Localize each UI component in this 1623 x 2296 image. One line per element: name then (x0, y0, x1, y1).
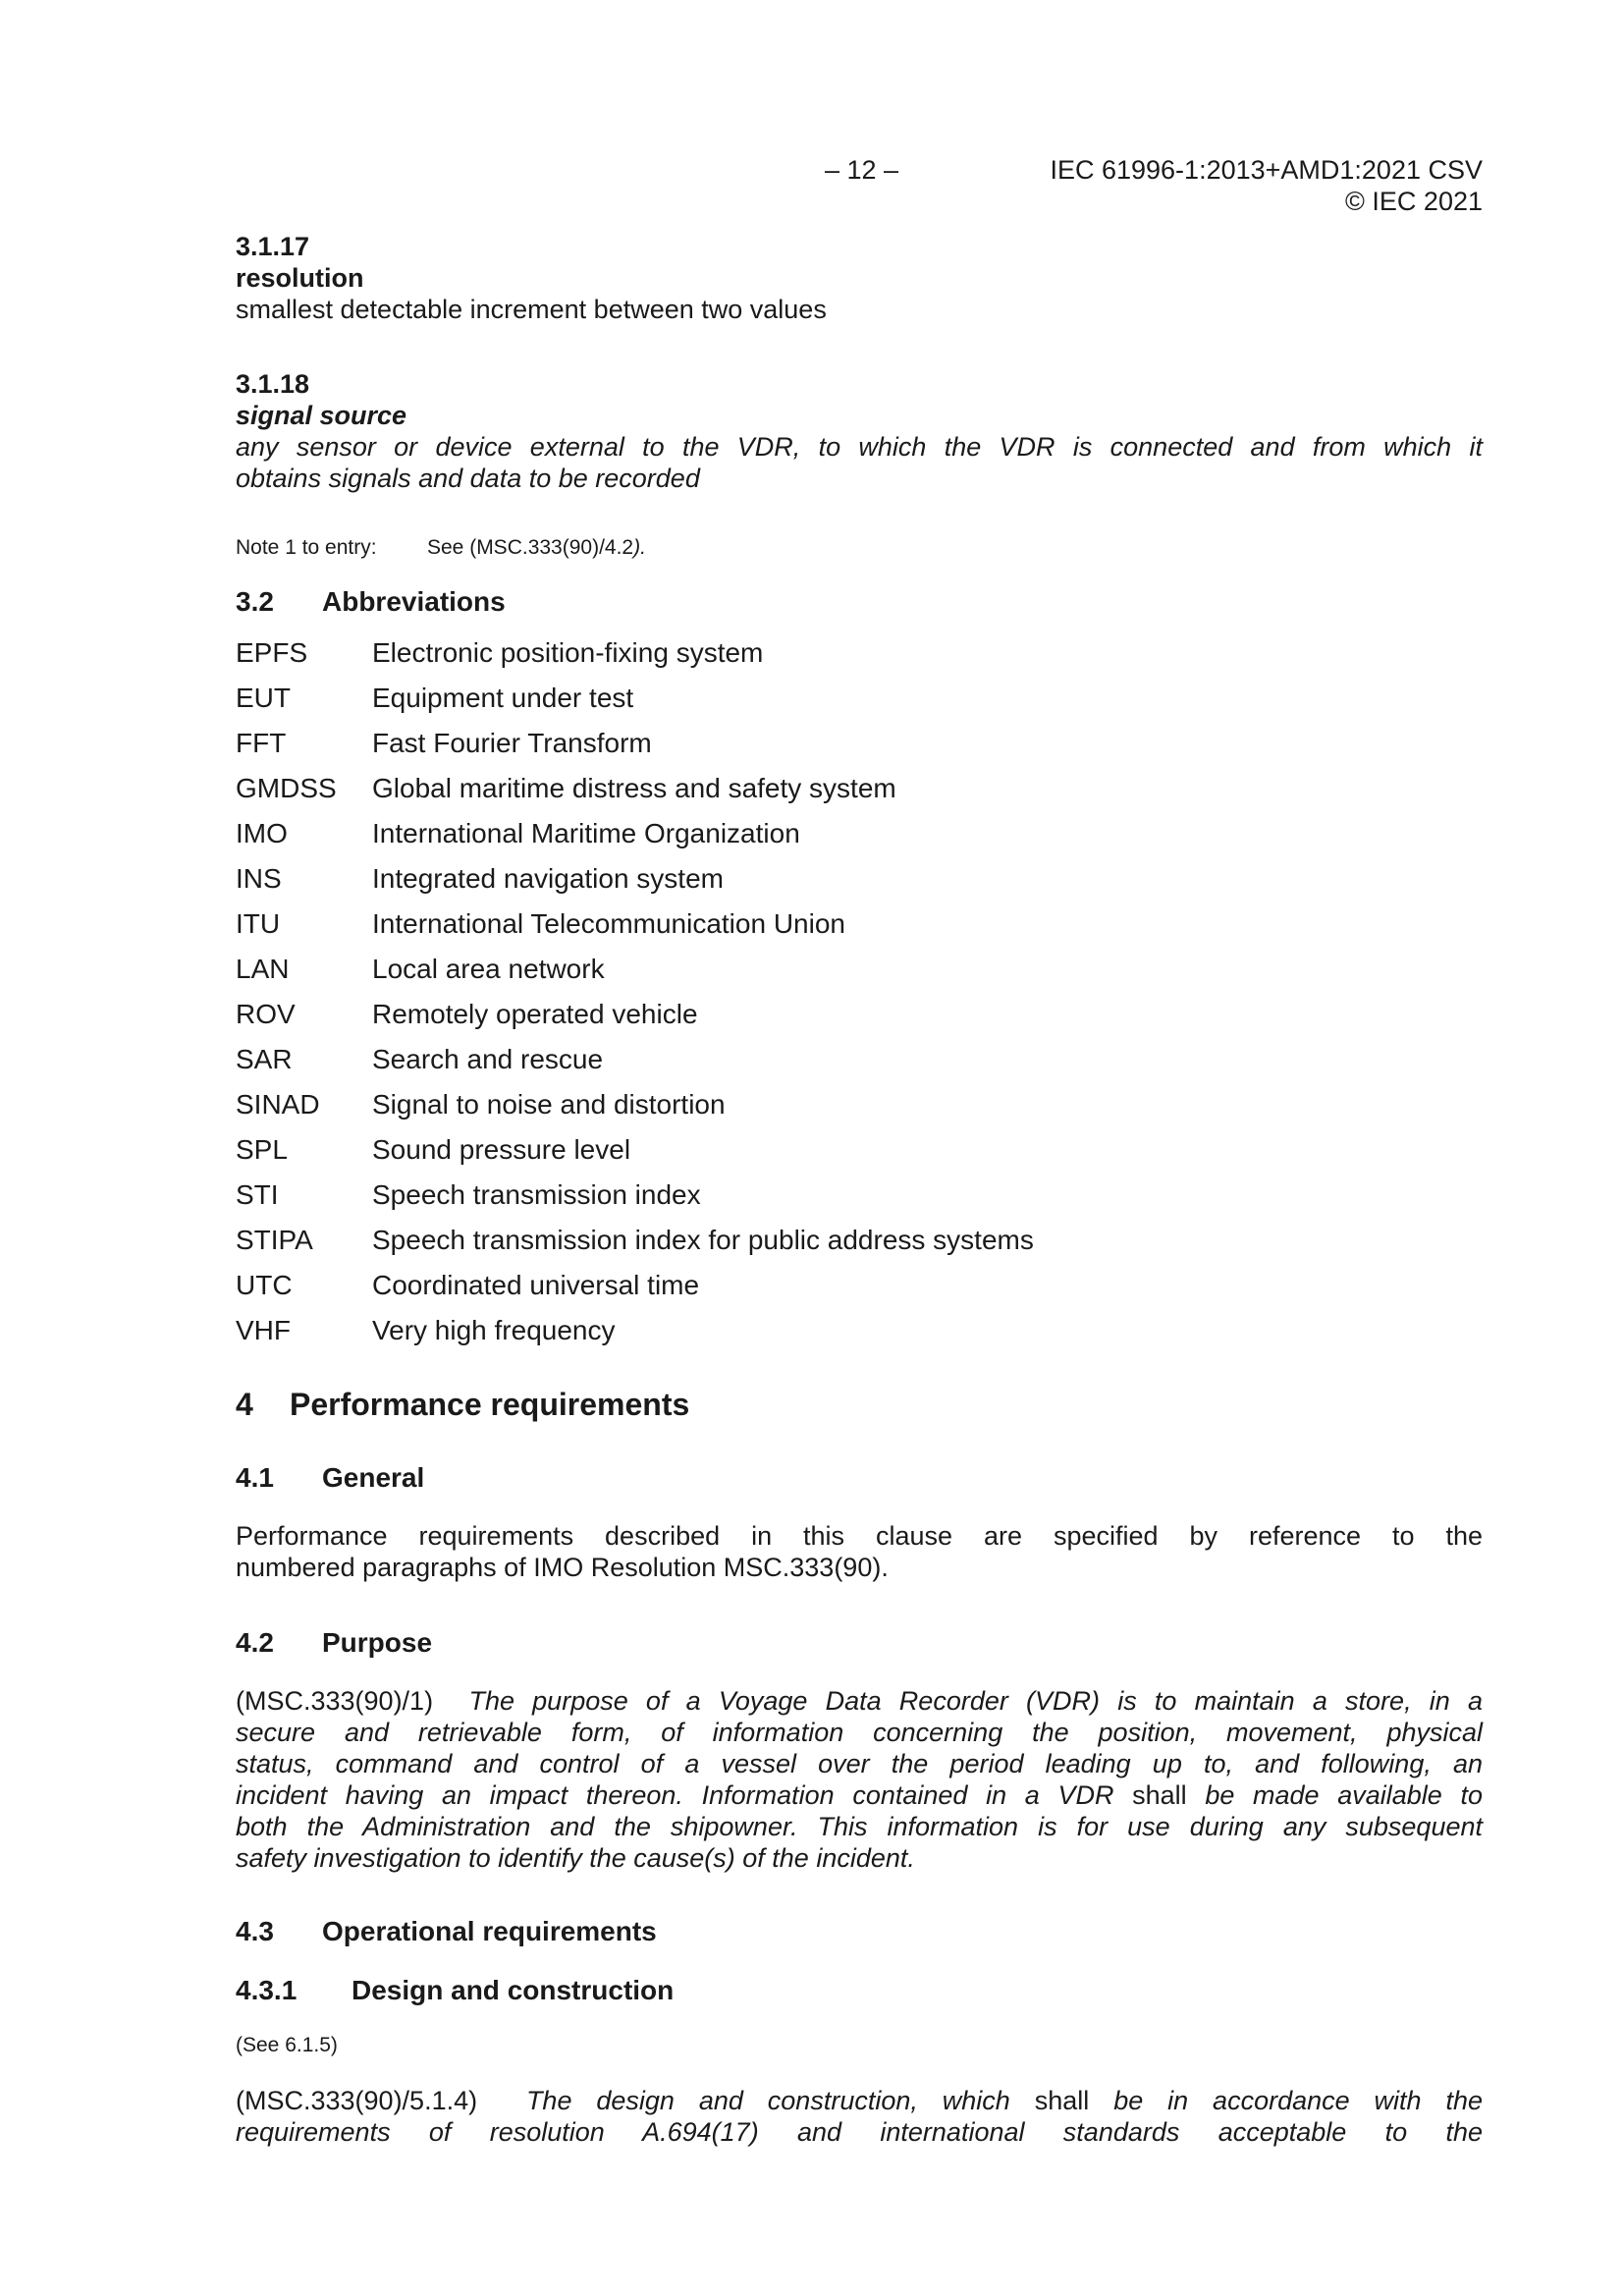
abbreviations-list (236, 630, 1483, 1353)
abbreviation-row (236, 1263, 1483, 1308)
abbreviation-meaning: Electronic position-fixing system (372, 637, 764, 668)
paragraph-text-upright: shall (1132, 1780, 1187, 1810)
paragraph-text-upright: shall (1034, 2086, 1090, 2115)
abbreviation-row (236, 630, 1483, 676)
abbreviation-meaning: Very high frequency (372, 1315, 616, 1345)
abbreviation-meaning: Coordinated universal time (372, 1270, 700, 1300)
note-label: Note 1 to entry: (236, 536, 377, 559)
section-4-1-paragraph (236, 1520, 1483, 1583)
paragraph-line (236, 2085, 1483, 2116)
abbreviation-row (236, 721, 1483, 766)
abbreviation-meaning: International Maritime Organization (372, 818, 800, 848)
definition-text-line: obtains signals and data to be recorded (236, 464, 700, 493)
abbreviation-code: EPFS (236, 637, 308, 668)
section-title: General (322, 1462, 425, 1493)
note-text-end: ). (633, 536, 646, 559)
abbreviation-meaning: Search and rescue (372, 1044, 604, 1074)
abbreviation-row (236, 902, 1483, 947)
copyright: © IEC 2021 (1345, 187, 1483, 216)
abbreviation-row (236, 676, 1483, 721)
section-heading-4-2 (236, 1627, 1483, 1659)
abbreviation-row (236, 766, 1483, 811)
abbreviation-meaning: Fast Fourier Transform (372, 728, 652, 758)
paragraph-text: be made available to (1205, 1780, 1483, 1810)
definition-text: smallest detectable increment between two values (236, 295, 827, 324)
abbreviation-meaning: International Telecommunication Union (372, 908, 845, 939)
reference: (MSC.333(90)/5.1.4) (236, 2086, 478, 2115)
abbreviation-row (236, 947, 1483, 992)
section-number: 4 (236, 1387, 253, 1422)
abbreviation-meaning: Speech transmission index for public address systems (372, 1225, 1034, 1255)
paragraph-line: Performance requirements described in this clause are specified by reference to the (236, 1521, 1483, 1551)
section-title: Design and construction (352, 1975, 675, 2005)
section-number: 4.3.1 (236, 1975, 298, 2005)
abbreviation-row (236, 856, 1483, 902)
definition-number: 3.1.18 (236, 369, 310, 399)
abbreviation-code: UTC (236, 1270, 293, 1300)
abbreviation-row (236, 1218, 1483, 1263)
abbreviation-meaning: Signal to noise and distortion (372, 1089, 726, 1120)
abbreviation-code: LAN (236, 954, 290, 984)
note-to-entry (236, 535, 1483, 561)
abbreviation-code: EUT (236, 683, 291, 713)
abbreviation-code: SAR (236, 1044, 293, 1074)
paragraph-line: numbered paragraphs of IMO Resolution MSC.333(90). (236, 1553, 889, 1582)
section-heading-3-2 (236, 586, 1483, 618)
abbreviation-meaning: Global maritime distress and safety system (372, 773, 896, 803)
abbreviation-meaning: Equipment under test (372, 683, 634, 713)
abbreviation-code: SINAD (236, 1089, 320, 1120)
section-number: 4.1 (236, 1462, 274, 1493)
section-4-2-paragraph (236, 1685, 1483, 1874)
abbreviation-code: ITU (236, 908, 281, 939)
section-heading-4-3-1 (236, 1975, 1483, 2006)
note-text: See (MSC.333(90)/4.2 (427, 536, 634, 559)
section-title: Performance requirements (290, 1387, 690, 1422)
section-heading-4 (236, 1385, 1483, 1424)
abbreviation-row (236, 1127, 1483, 1173)
page-number: – 12 – (825, 155, 899, 185)
abbreviation-code: IMO (236, 818, 288, 848)
section-heading-4-1 (236, 1462, 1483, 1494)
abbreviation-code: ROV (236, 999, 296, 1029)
section-title: Operational requirements (322, 1916, 657, 1946)
section-number: 3.2 (236, 586, 274, 617)
abbreviation-code: INS (236, 863, 282, 894)
standard-identifier-block (1050, 154, 1483, 217)
abbreviation-code: GMDSS (236, 773, 337, 803)
abbreviation-code: STIPA (236, 1225, 313, 1255)
abbreviation-row (236, 1308, 1483, 1353)
paragraph-line (236, 1685, 1483, 1717)
definition-3-1-17 (236, 231, 1483, 325)
abbreviation-code: FFT (236, 728, 287, 758)
page-header (236, 154, 1483, 223)
abbreviation-row (236, 992, 1483, 1037)
definition-text-line: any sensor or device external to the VDR, to which the VDR is connected and from which it (236, 432, 1483, 462)
abbreviation-row (236, 811, 1483, 856)
paragraph-text: be in accordance with the (1113, 2086, 1483, 2115)
section-number: 4.2 (236, 1627, 274, 1658)
paragraph-line: requirements of resolution A.694(17) and international standards acceptable to the (236, 2117, 1483, 2147)
section-title: Purpose (322, 1627, 433, 1658)
abbreviation-code: SPL (236, 1134, 288, 1165)
paragraph-text: incident having an impact thereon. Information contained in a VDR (236, 1780, 1114, 1810)
abbreviation-row (236, 1173, 1483, 1218)
paragraph-line (236, 1779, 1483, 1811)
section-number: 4.3 (236, 1916, 274, 1946)
section-heading-4-3 (236, 1916, 1483, 1947)
section-title: Abbreviations (322, 586, 506, 617)
abbreviation-row (236, 1082, 1483, 1127)
paragraph-line: status, command and control of a vessel over the period leading up to, and following, an (236, 1749, 1483, 1778)
abbreviation-code: VHF (236, 1315, 291, 1345)
standard-id: IEC 61996-1:2013+AMD1:2021 CSV (1050, 155, 1483, 185)
definition-term: signal source (236, 401, 407, 430)
definition-number: 3.1.17 (236, 232, 310, 261)
paragraph-line: secure and retrievable form, of information concerning the position, movement, physical (236, 1718, 1483, 1747)
abbreviation-meaning: Local area network (372, 954, 605, 984)
reference: (MSC.333(90)/1) (236, 1686, 434, 1716)
paragraph-line: safety investigation to identify the cause(s) of the incident. (236, 1843, 915, 1873)
abbreviation-code: STI (236, 1179, 279, 1210)
abbreviation-row (236, 1037, 1483, 1082)
abbreviation-meaning: Integrated navigation system (372, 863, 724, 894)
section-4-3-1-paragraph (236, 2085, 1483, 2148)
paragraph-line: both the Administration and the shipowner. This information is for use during any subsequent (236, 1812, 1483, 1841)
abbreviation-meaning: Sound pressure level (372, 1134, 631, 1165)
abbreviation-meaning: Remotely operated vehicle (372, 999, 698, 1029)
abbreviation-meaning: Speech transmission index (372, 1179, 701, 1210)
definition-term: resolution (236, 263, 364, 293)
paragraph-text: The purpose of a Voyage Data Recorder (VDR) is to maintain a store, in a (468, 1686, 1483, 1716)
definition-3-1-18 (236, 368, 1483, 494)
paragraph-text: The design and construction, which (525, 2086, 1010, 2115)
see-reference: (See 6.1.5) (236, 2034, 338, 2056)
